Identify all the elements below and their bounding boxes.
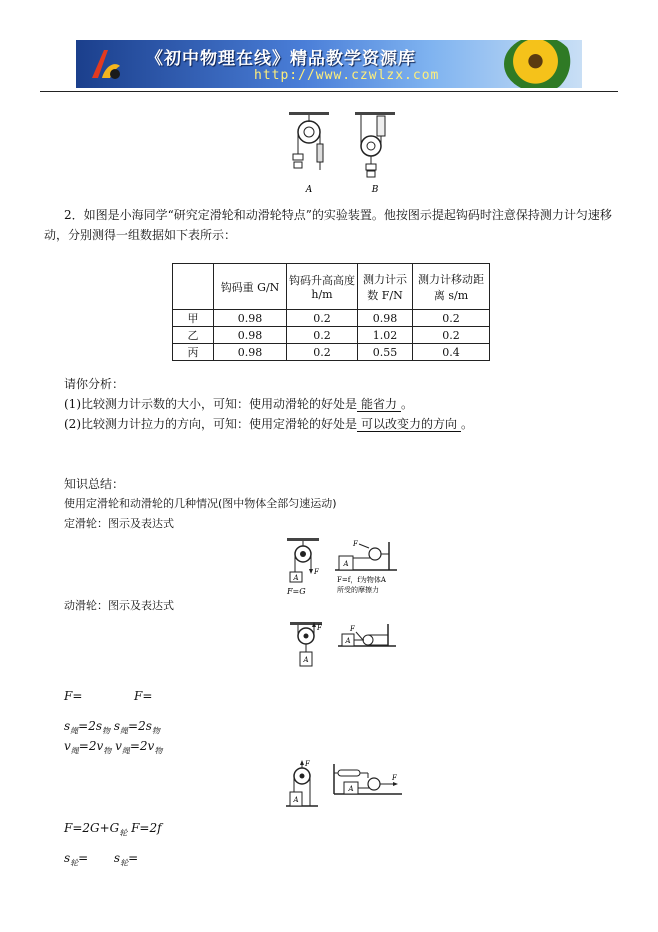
force-label-f: F: [314, 568, 319, 576]
formula-sub: 绳: [121, 746, 130, 756]
analysis-q1-end: 。: [401, 397, 414, 411]
formula-f-2: F=: [134, 689, 153, 703]
fixed-pulley-figure: [285, 536, 405, 598]
formula-s-part: =2s: [128, 719, 152, 733]
formula-part: s: [64, 851, 71, 865]
analysis-q1: [64, 394, 413, 414]
formula-sub: 物: [102, 726, 111, 736]
formula-f-1: F=: [64, 689, 83, 703]
summary-heading: 知识总结：: [64, 477, 125, 491]
figure-label-a: A: [343, 560, 349, 568]
formula-s-part: s: [113, 719, 121, 733]
formula-f-row: [64, 686, 152, 706]
table-header-cell: 钩码重 G/N: [214, 264, 287, 310]
question-line-2: 动，分别测得一组数据如下表所示：: [44, 228, 237, 242]
fixed-fig-note-2: 所受的摩擦力: [337, 586, 379, 594]
question-line-1: 2．如图是小海同学“研究定滑轮和动滑轮特点”的实验装置。他按图示提起钩码时注意保持测力计匀速移: [64, 208, 612, 222]
table-cell: 0.98: [214, 310, 287, 327]
force-label-f: F: [353, 540, 358, 548]
table-cell: 1.02: [358, 327, 413, 344]
table-cell: 0.2: [287, 327, 358, 344]
table-header-row: [173, 264, 490, 310]
formula-v-part: =2v: [129, 739, 155, 753]
table-cell: 0.98: [358, 310, 413, 327]
table-cell: 0.2: [413, 310, 490, 327]
analysis-q2-text: (2)比较测力计拉力的方向，可知：使用定滑轮的好处是: [64, 417, 358, 431]
table-cell: 丙: [173, 344, 214, 361]
analysis-q1-text: (1)比较测力计示数的大小，可知：使用动滑轮的好处是: [64, 397, 358, 411]
force-label-f: F: [317, 624, 322, 632]
table-cell: 0.98: [214, 327, 287, 344]
table-cell: 0.2: [413, 327, 490, 344]
fixed-pulley-label: 定滑轮：图示及表达式: [64, 517, 174, 530]
formula-s-part: s: [64, 719, 71, 733]
fixed-fig-eq: F=G: [287, 587, 306, 596]
header-banner: [76, 40, 582, 88]
analysis-q1-answer: 能省力: [357, 397, 401, 412]
formula-s-part: =2s: [78, 719, 103, 733]
analysis-q2: [64, 414, 473, 434]
site-logo: [86, 44, 126, 84]
sunflower-icon: [504, 40, 574, 88]
figure-label-a: A: [303, 656, 309, 664]
formula-v-part: =2v: [78, 739, 104, 753]
formula-part: F=2f: [131, 821, 162, 835]
movable-pulley-figure: [288, 620, 400, 670]
table-cell: 甲: [173, 310, 214, 327]
figure-label-a: A: [348, 785, 354, 793]
formula-v-part: v: [64, 739, 71, 753]
formula-sub: 物: [151, 726, 160, 736]
formula-part: F=2G+G: [64, 821, 120, 835]
table-cell: 0.2: [287, 344, 358, 361]
formula-sub: 绳: [70, 726, 79, 736]
formula-v-row: [64, 736, 162, 761]
table-row: [173, 327, 490, 344]
figure-label-a: A: [305, 185, 313, 195]
formula-v-part: v: [115, 739, 122, 753]
formula-part: =: [128, 851, 139, 865]
pulley-figure-ab: [285, 110, 395, 196]
formula-sub: 物: [154, 746, 163, 756]
formula-sub: 物: [103, 746, 112, 756]
table-header-cell: 测力计移动距离 s/m: [413, 264, 490, 310]
formula-sub: 绳: [70, 746, 79, 756]
formula-part: s: [113, 851, 121, 865]
figure-label-a: A: [345, 637, 351, 645]
formula-s-last-row: [64, 848, 138, 873]
analysis-intro: 请你分析：: [64, 377, 125, 391]
formula-sub: 轮: [119, 828, 128, 838]
figure-label-a: A: [293, 574, 299, 582]
force-label-f: F: [392, 774, 397, 782]
formula-last-row: [64, 818, 162, 843]
force-label-f: F: [350, 625, 355, 633]
figure-label-a: A: [293, 796, 299, 804]
table-cell: 乙: [173, 327, 214, 344]
banner-title: 《初中物理在线》精品教学资源库: [146, 49, 416, 69]
table-row: [173, 344, 490, 361]
table-row: [173, 310, 490, 327]
table-header-cell: 测力计示数 F/N: [358, 264, 413, 310]
figure-label-b: B: [371, 185, 379, 195]
formula-sub: 轮: [70, 858, 79, 868]
header-divider: [40, 91, 618, 92]
table-cell: 0.2: [287, 310, 358, 327]
table-cell: 0.98: [214, 344, 287, 361]
fixed-fig-note-1: F=f，f为物体A: [337, 576, 386, 584]
summary-line-1: 使用定滑轮和动滑轮的几种情况(图中物体全部匀速运动): [64, 497, 337, 510]
inverted-pulley-figure: [284, 760, 408, 810]
analysis-q2-end: 。: [461, 417, 474, 431]
table-cell: 0.55: [358, 344, 413, 361]
formula-part: =: [78, 851, 89, 865]
table-header-cell: [173, 264, 214, 310]
banner-url[interactable]: http://www.czwlzx.com: [254, 68, 440, 83]
table-cell: 0.4: [413, 344, 490, 361]
formula-sub: 绳: [120, 726, 129, 736]
force-label-f: F: [305, 760, 310, 768]
formula-sub: 轮: [120, 858, 129, 868]
data-table: [172, 263, 490, 361]
movable-pulley-label: 动滑轮：图示及表达式: [64, 599, 174, 612]
analysis-q2-answer: 可以改变力的方向: [357, 417, 461, 432]
table-header-cell: 钩码升高高度 h/m: [287, 264, 358, 310]
